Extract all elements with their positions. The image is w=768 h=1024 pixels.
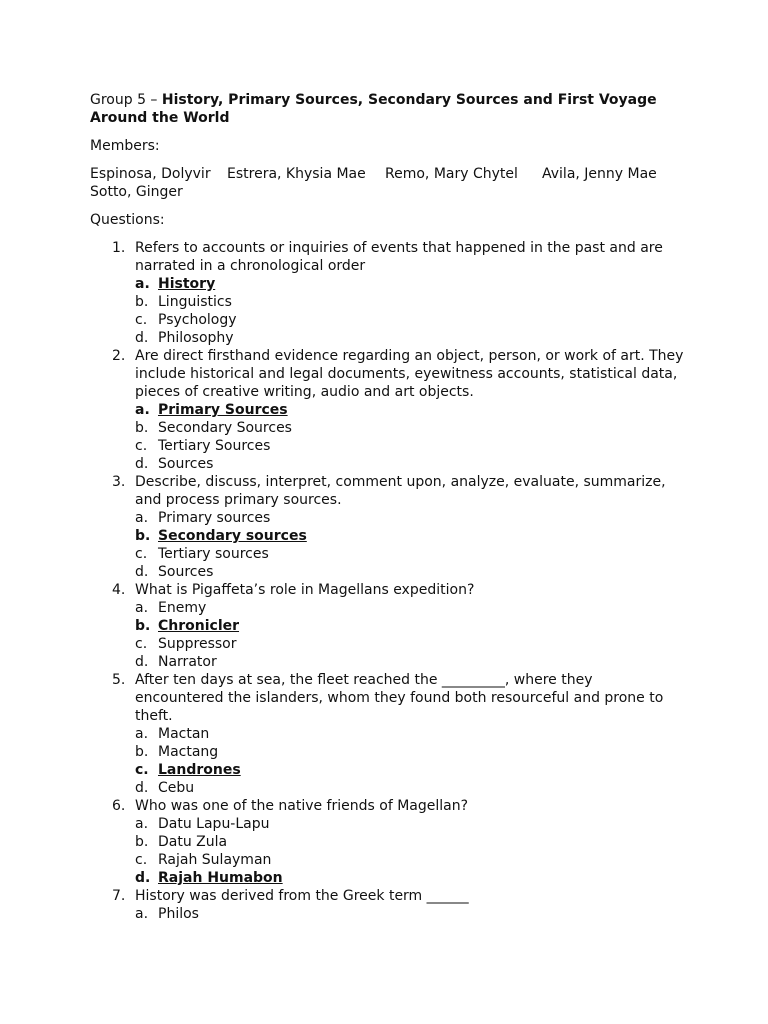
question-number: 5. [112,672,126,688]
choice-text: Tertiary sources [158,546,269,562]
choice-letter: b. [135,420,149,436]
answer-choice-correct [135,617,690,635]
choice-letter: b. [135,744,149,760]
choice-text: Narrator [158,654,217,670]
answer-choice [135,311,690,329]
choice-letter: d. [135,780,149,796]
choice-letter: c. [135,546,148,562]
choice-text: Primary sources [158,510,271,526]
choice-letter: d. [135,330,149,346]
answer-choice [135,563,690,581]
answer-choice [135,437,690,455]
question-number: 3. [112,474,126,490]
choice-letter: a. [135,600,149,616]
question-text: encountered the islanders, whom they found both resourceful and prone to [135,690,664,706]
answer-choice [135,455,690,473]
choice-text: Sources [158,456,214,472]
question-text: narrated in a chronological order [135,258,366,274]
answer-choice [135,635,690,653]
choice-text: Mactan [158,726,210,742]
choice-text: Tertiary Sources [158,438,271,454]
member-name: Sotto, Ginger [90,184,183,200]
choice-text: Rajah Sulayman [158,852,272,868]
choice-text: Chronicler [158,618,240,634]
answer-choice [135,725,690,743]
choice-letter: c. [135,762,149,778]
choice-text: Linguistics [158,294,232,310]
answer-choice [135,293,690,311]
question-text: and process primary sources. [135,492,342,508]
answer-choice [135,599,690,617]
choice-text: Secondary Sources [158,420,292,436]
question-number: 4. [112,582,126,598]
choice-letter: c. [135,312,148,328]
question-text: What is Pigaffeta’s role in Magellans expedition? [135,582,475,598]
choice-letter: a. [135,816,149,832]
question-item [90,887,690,923]
choice-letter: c. [135,636,148,652]
choice-text: Philos [158,906,199,922]
member-name: Avila, Jenny Mae [542,166,657,182]
questions-label: Questions: [90,212,165,228]
answer-choice [135,779,690,797]
question-text: After ten days at sea, the fleet reached the _________, where they [135,672,593,688]
choice-text: Suppressor [158,636,237,652]
question-text: theft. [135,708,173,724]
question-number: 6. [112,798,126,814]
choice-letter: b. [135,834,149,850]
answer-choice [135,815,690,833]
question-number: 1. [112,240,126,256]
document-title [90,91,690,109]
choice-letter: d. [135,654,149,670]
choice-letter: a. [135,402,150,418]
choice-letter: a. [135,276,150,292]
answer-choice [135,653,690,671]
answer-choice [135,851,690,869]
question-number: 2. [112,348,126,364]
answer-choice-correct [135,275,690,293]
title-prefix: Group 5 – [90,92,162,108]
title-main-line1: History, Primary Sources, Secondary Sources and First Voyage [161,92,657,108]
question-item [90,347,690,473]
question-number: 7. [112,888,126,904]
answer-choice-correct [135,401,690,419]
choice-text: Datu Zula [158,834,228,850]
choice-text: Rajah Humabon [158,870,283,886]
choice-text: Cebu [158,780,195,796]
document-page [90,91,690,923]
choice-letter: a. [135,726,149,742]
choice-letter: a. [135,510,149,526]
choice-letter: d. [135,564,149,580]
question-text: Are direct firsthand evidence regarding an object, person, or work of art. They [135,348,684,364]
choice-letter: d. [135,870,151,886]
choice-text: Secondary sources [158,528,307,544]
question-text: Refers to accounts or inquiries of events that happened in the past and are [135,240,663,256]
choice-text: Landrones [158,762,241,778]
question-item [90,581,690,671]
member-name: Estrera, Khysia Mae [227,166,366,182]
title-main-line2: Around the World [90,110,230,126]
answer-choice [135,509,690,527]
choice-text: Primary Sources [158,402,288,418]
answer-choice [135,419,690,437]
member-name: Remo, Mary Chytel [385,166,518,182]
question-item [90,473,690,581]
answer-choice-correct [135,761,690,779]
answer-choice [135,329,690,347]
question-text: pieces of creative writing, audio and art objects. [135,384,474,400]
answer-choice [135,833,690,851]
members-label: Members: [90,138,160,154]
question-text: Describe, discuss, interpret, comment upon, analyze, evaluate, summarize, [135,474,666,490]
choice-text: Mactang [158,744,219,760]
question-text: History was derived from the Greek term ______ [135,888,469,904]
answer-choice [135,545,690,563]
question-text: include historical and legal documents, eyewitness accounts, statistical data, [135,366,678,382]
choice-letter: d. [135,456,149,472]
choice-letter: b. [135,294,149,310]
question-item [90,797,690,887]
question-item [90,239,690,347]
members-row [90,165,690,183]
choice-letter: c. [135,438,148,454]
question-item [90,671,690,797]
answer-choice [135,905,690,923]
member-name: Espinosa, Dolyvir [90,166,211,182]
answer-choice-correct [135,869,690,887]
choice-letter: b. [135,528,151,544]
answer-choice [135,743,690,761]
choice-text: Enemy [158,600,207,616]
choice-letter: b. [135,618,151,634]
question-text: Who was one of the native friends of Magellan? [135,798,469,814]
answer-choice-correct [135,527,690,545]
choice-text: Philosophy [158,330,234,346]
choice-text: Datu Lapu-Lapu [158,816,270,832]
choice-text: Psychology [158,312,237,328]
choice-text: Sources [158,564,214,580]
questions-list [90,239,690,923]
choice-text: History [158,276,216,292]
choice-letter: c. [135,852,148,868]
choice-letter: a. [135,906,149,922]
